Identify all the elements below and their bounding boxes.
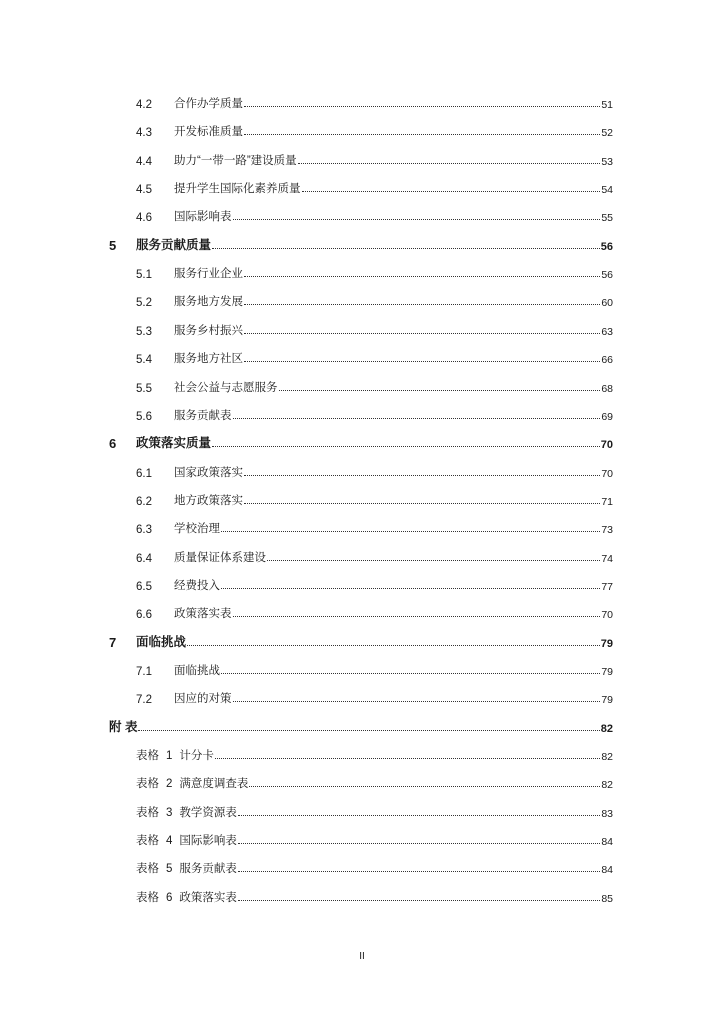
toc-entry-number: 6.1 — [136, 467, 152, 480]
dot-leader — [244, 503, 600, 504]
toc-entry[interactable] — [136, 745, 613, 763]
toc-entry-number: 4.6 — [136, 212, 152, 225]
table-title: 政策落实表 — [179, 891, 237, 904]
toc-page-number: 73 — [601, 524, 613, 537]
table-title: 计分卡 — [179, 750, 214, 763]
toc-entry[interactable] — [136, 887, 613, 905]
table-prefix: 表格 — [136, 891, 159, 904]
toc-entry[interactable] — [136, 150, 613, 168]
toc-page-number: 54 — [601, 184, 613, 197]
toc-entry[interactable] — [136, 575, 613, 593]
dot-leader — [279, 390, 601, 391]
toc-entry-number: 6 — [109, 436, 117, 452]
toc-page-number: 70 — [600, 439, 613, 452]
toc-entry-title: 提升学生国际化素养质量 — [174, 183, 301, 196]
toc-entry-title: 学校治理 — [174, 523, 220, 536]
toc-entry-number: 5 — [109, 237, 117, 253]
toc-entry[interactable] — [136, 263, 613, 281]
toc-page-number: 56 — [600, 240, 613, 253]
dot-leader — [233, 219, 601, 220]
toc-entry-number: 4.3 — [136, 127, 152, 140]
toc-entry-number: 7 — [109, 634, 117, 650]
page-footer-number: II — [359, 951, 365, 962]
toc-page-number: 74 — [601, 552, 613, 565]
toc-entry-number: 5.1 — [136, 269, 152, 282]
toc-chapter-entry[interactable] — [109, 717, 613, 735]
toc-entry-title — [136, 747, 214, 763]
toc-entry-title: 国家政策落实 — [174, 466, 243, 479]
toc-chapter-entry[interactable] — [109, 433, 613, 451]
toc-page-number: 79 — [601, 694, 613, 707]
toc-chapter-entry[interactable] — [109, 632, 613, 650]
dot-leader — [238, 815, 600, 816]
toc-entry-number: 4.4 — [136, 155, 152, 168]
toc-page-number: 63 — [601, 325, 613, 338]
toc-page-number: 56 — [601, 269, 613, 282]
toc-entry-title: 因应的对策 — [174, 693, 232, 706]
dot-leader — [221, 588, 600, 589]
toc-entry-number: 5.3 — [136, 325, 152, 338]
toc-entry-title: 服务贡献质量 — [136, 237, 212, 252]
toc-page-number: 52 — [601, 127, 613, 140]
table-number: 1 — [166, 750, 173, 763]
dot-leader — [138, 730, 599, 731]
toc-entry-number: 6.2 — [136, 495, 152, 508]
toc-entry[interactable] — [136, 178, 613, 196]
toc-page-number: 82 — [601, 779, 613, 792]
toc-entry[interactable] — [136, 377, 613, 395]
toc-entry-title — [136, 804, 237, 820]
toc-entry-title: 服务乡村振兴 — [174, 324, 243, 337]
table-number: 3 — [166, 806, 173, 819]
toc-page-number: 79 — [601, 666, 613, 678]
toc-entry[interactable] — [136, 547, 613, 565]
dot-leader — [233, 418, 601, 419]
toc-entry[interactable] — [136, 518, 613, 536]
toc-entry[interactable] — [136, 348, 613, 366]
toc-entry[interactable] — [136, 206, 613, 224]
dot-leader — [267, 560, 600, 561]
toc-entry-title: 面临挑战 — [174, 665, 220, 677]
toc-page-number: 70 — [601, 467, 613, 480]
toc-entry-number: 7.1 — [136, 666, 152, 678]
dot-leader — [187, 645, 600, 646]
toc-page-number: 68 — [601, 382, 613, 395]
toc-entry[interactable] — [136, 405, 613, 423]
dot-leader — [249, 786, 600, 787]
toc-page-number: 60 — [601, 297, 613, 310]
toc-entry-number: 5.2 — [136, 297, 152, 310]
toc-entry[interactable] — [136, 603, 613, 621]
toc-entry-number: 5.5 — [136, 382, 152, 395]
toc-entry-title — [136, 775, 248, 791]
toc-entry-title: 服务行业企业 — [174, 268, 243, 281]
toc-entry[interactable] — [136, 490, 613, 508]
table-prefix: 表格 — [136, 863, 159, 876]
toc-entry[interactable] — [136, 830, 613, 848]
toc-entry-title: 服务地方社区 — [174, 353, 243, 366]
dot-leader — [238, 900, 600, 901]
toc-entry-number: 6.5 — [136, 580, 152, 593]
toc-entry-title — [136, 889, 237, 905]
table-prefix: 表格 — [136, 778, 159, 791]
table-number: 5 — [166, 863, 173, 876]
toc-entry-title: 质量保证体系建设 — [174, 551, 266, 564]
toc-entry-title — [136, 860, 237, 876]
toc-page-number: 82 — [600, 722, 613, 735]
table-title: 国际影响表 — [179, 835, 237, 848]
toc-entry[interactable] — [136, 660, 613, 678]
dot-leader — [221, 673, 600, 674]
toc-page-number: 82 — [601, 751, 613, 764]
dot-leader — [244, 106, 600, 107]
dot-leader — [244, 304, 600, 305]
toc-entry-number: 4.5 — [136, 184, 152, 197]
toc-page-number: 77 — [601, 580, 613, 593]
dot-leader — [302, 191, 601, 192]
toc-entry-title: 合作办学质量 — [174, 98, 243, 110]
dot-leader — [298, 163, 601, 164]
toc-page-number: 83 — [601, 807, 613, 820]
toc-entry-title: 服务地方发展 — [174, 296, 243, 309]
table-number: 6 — [166, 891, 173, 904]
toc-entry-number: 6.6 — [136, 609, 152, 622]
toc-page-number: 51 — [601, 99, 613, 111]
toc-entry-title: 政策落实质量 — [136, 436, 212, 451]
dot-leader — [238, 871, 600, 872]
toc-entry-number: 6.4 — [136, 552, 152, 565]
toc-page-number: 70 — [601, 609, 613, 622]
toc-entry-title: 社会公益与志愿服务 — [174, 381, 278, 394]
table-prefix: 表格 — [136, 806, 159, 819]
table-title: 满意度调查表 — [179, 778, 249, 791]
toc-entry-title — [136, 832, 237, 848]
toc-page-number: 71 — [601, 495, 613, 508]
toc-entry-title: 面临挑战 — [136, 634, 187, 649]
dot-leader — [212, 248, 600, 249]
dot-leader — [221, 531, 600, 532]
dot-leader — [212, 446, 600, 447]
table-prefix: 表格 — [136, 835, 159, 848]
toc-entry[interactable] — [136, 462, 613, 480]
toc-entry-title: 服务贡献表 — [174, 409, 232, 422]
toc-page-number: 66 — [601, 354, 613, 367]
toc-entry-number: 4.2 — [136, 99, 152, 111]
toc-entry[interactable] — [136, 688, 613, 706]
dot-leader — [244, 276, 600, 277]
toc-entry-title: 附 表 — [109, 719, 138, 734]
toc-page-number: 53 — [601, 155, 613, 168]
dot-leader — [233, 701, 601, 702]
table-title: 教学资源表 — [179, 806, 237, 819]
toc-entry-number: 6.3 — [136, 524, 152, 537]
toc-entry[interactable] — [136, 773, 613, 791]
toc-page-number: 69 — [601, 410, 613, 423]
table-number: 2 — [166, 778, 173, 791]
toc-page-number: 84 — [601, 864, 613, 877]
dot-leader — [244, 361, 600, 362]
toc-entry[interactable] — [136, 291, 613, 309]
dot-leader — [244, 475, 600, 476]
toc-entry-title: 开发标准质量 — [174, 126, 243, 139]
toc-page-number: 55 — [601, 212, 613, 225]
toc-page-number: 84 — [601, 836, 613, 849]
table-prefix: 表格 — [136, 750, 159, 763]
dot-leader — [238, 843, 600, 844]
toc-entry-title: 政策落实表 — [174, 608, 232, 621]
toc-entry-number: 7.2 — [136, 694, 152, 707]
toc-chapter-entry[interactable] — [109, 235, 613, 253]
toc-entry-number: 5.4 — [136, 354, 152, 367]
dot-leader — [215, 758, 600, 759]
toc-entry-title: 经费投入 — [174, 579, 220, 592]
table-title: 服务贡献表 — [179, 863, 237, 876]
toc-page-number: 85 — [601, 892, 613, 905]
toc-entry-title: 地方政策落实 — [174, 494, 243, 507]
toc-page-number: 79 — [600, 637, 613, 650]
toc-entry[interactable] — [136, 802, 613, 820]
toc-entry-number: 5.6 — [136, 410, 152, 423]
toc-entry[interactable] — [136, 320, 613, 338]
dot-leader — [244, 333, 600, 334]
toc-entry[interactable] — [136, 93, 613, 111]
dot-leader — [233, 616, 601, 617]
toc-entry-title: 助力“一带一路”建设质量 — [174, 154, 297, 167]
table-number: 4 — [166, 835, 173, 848]
toc-entry-title: 国际影响表 — [174, 211, 232, 224]
dot-leader — [244, 134, 600, 135]
toc-entry[interactable] — [136, 121, 613, 139]
toc-entry[interactable] — [136, 858, 613, 876]
